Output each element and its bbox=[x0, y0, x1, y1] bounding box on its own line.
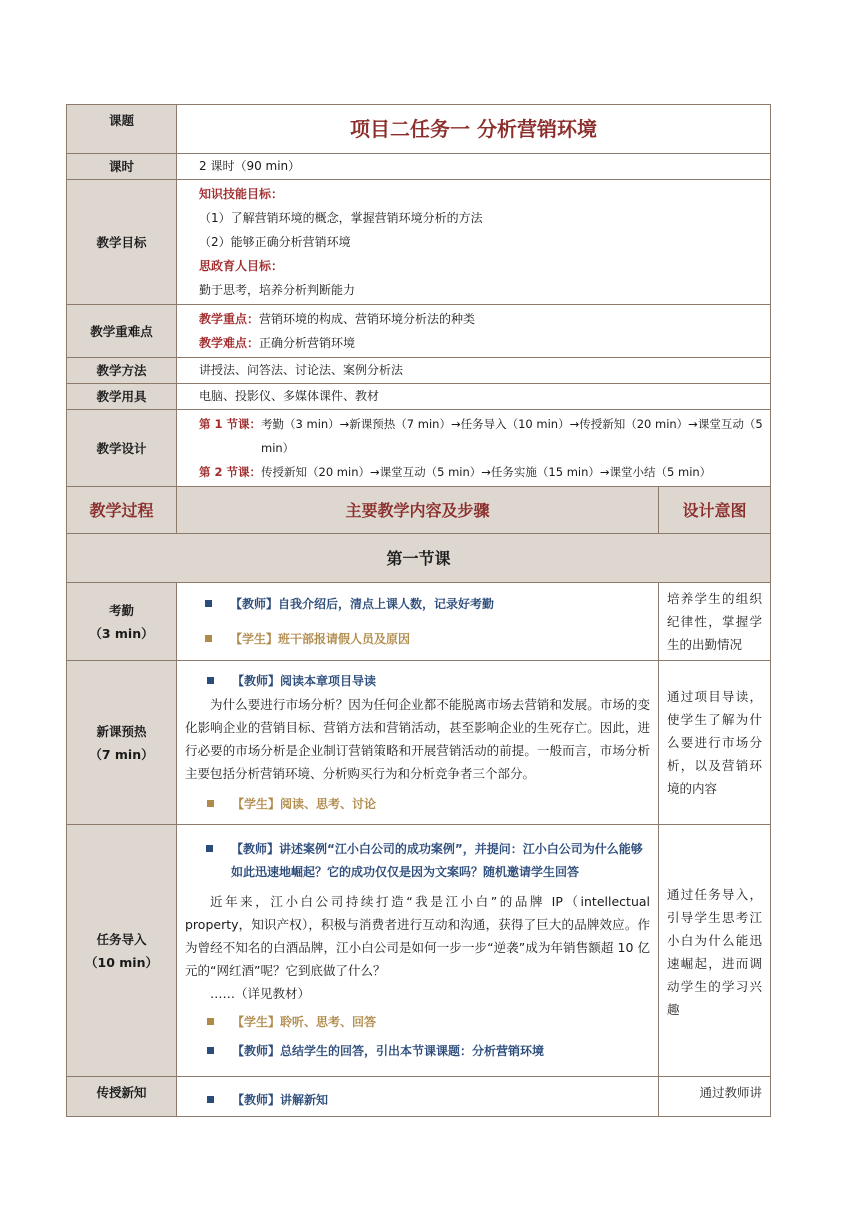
tools-value: 电脑、投影仪、多媒体课件、教材 bbox=[177, 384, 771, 410]
ideology-text: 勤于思考，培养分析判断能力 bbox=[199, 283, 356, 297]
hours-label: 课时 bbox=[67, 154, 177, 180]
objectives-content bbox=[177, 180, 771, 305]
warmup-content bbox=[177, 661, 659, 825]
lesson-title: 项目二任务一 分析营销环境 bbox=[177, 105, 771, 154]
attendance-student: 【学生】班干部报请假人员及原因 bbox=[230, 631, 411, 646]
new-knowledge-intent: 通过教师讲 bbox=[659, 1077, 771, 1117]
methods-label: 教学方法 bbox=[67, 358, 177, 384]
process-header-col2: 主要教学内容及步骤 bbox=[177, 487, 659, 534]
attendance-label-cell bbox=[67, 583, 177, 661]
task-intro-row bbox=[67, 825, 771, 1077]
task-intro-duration: （10 min） bbox=[85, 954, 158, 970]
process-header-col3: 设计意图 bbox=[659, 487, 771, 534]
methods-value: 讲授法、问答法、讨论法、案例分析法 bbox=[177, 358, 771, 384]
key-label: 教学重点： bbox=[199, 312, 260, 326]
task-intro-student: 【学生】聆听、思考、回答 bbox=[232, 1015, 377, 1029]
student-bullet-icon bbox=[207, 1018, 214, 1025]
teacher-bullet-icon bbox=[207, 1047, 214, 1054]
lesson-plan-table bbox=[66, 104, 771, 1117]
key-points-label: 教学重难点 bbox=[67, 305, 177, 358]
task-intro-more: ……（详见教材） bbox=[210, 986, 311, 1001]
attendance-intent: 培养学生的组织纪律性，掌握学生的出勤情况 bbox=[659, 583, 771, 661]
task-intro-teacher2: 【教师】总结学生的回答，引出本节课课题：分析营销环境 bbox=[232, 1044, 545, 1058]
attendance-label: 考勤 bbox=[108, 602, 134, 618]
section-title: 第一节课 bbox=[67, 534, 771, 583]
warmup-teacher: 【教师】阅读本章项目导读 bbox=[232, 673, 377, 688]
objectives-label: 教学目标 bbox=[67, 180, 177, 305]
title-row bbox=[67, 105, 771, 154]
task-intro-paragraph: 近年来，江小白公司持续打造“我是江小白”的品牌 IP（intellectual property，知识产权），积极与消费者进行互动和沟通，获得了巨大的品牌效应。作为曾经不知名的白酒品牌，江小白公司是如何一步一步“逆袭”成为年销售额超 10 亿元的“网红酒”呢？它到底做了什么？ bbox=[185, 894, 650, 978]
new-knowledge-label: 传授新知 bbox=[67, 1077, 177, 1117]
task-intro-content bbox=[177, 825, 659, 1077]
task-intro-intent: 通过任务导入，引导学生思考江小白为什么能迅速崛起，进而调动学生的学习兴趣 bbox=[659, 825, 771, 1077]
knowledge-heading: 知识技能目标： bbox=[199, 187, 284, 201]
tools-row bbox=[67, 384, 771, 410]
hours-value: 2 课时（90 min） bbox=[177, 154, 771, 180]
tools-label: 教学用具 bbox=[67, 384, 177, 410]
attendance-teacher: 【教师】自我介绍后，清点上课人数，记录好考勤 bbox=[230, 596, 495, 611]
warmup-intent: 通过项目导读，使学生了解为什么要进行市场分析，以及营销环境的内容 bbox=[659, 661, 771, 825]
teacher-bullet-icon bbox=[205, 600, 212, 607]
student-bullet-icon bbox=[205, 635, 212, 642]
key-points-content bbox=[177, 305, 771, 358]
new-knowledge-teacher: 【教师】讲解新知 bbox=[232, 1093, 329, 1107]
warmup-label-cell bbox=[67, 661, 177, 825]
student-bullet-icon bbox=[207, 800, 214, 807]
design-label: 教学设计 bbox=[67, 410, 177, 487]
warmup-student: 【学生】阅读、思考、讨论 bbox=[232, 796, 377, 811]
objective-item-1: （1）了解营销环境的概念，掌握营销环境分析的方法 bbox=[199, 211, 483, 225]
lesson1-text: 考勤（3 min）→新课预热（7 min）→任务导入（10 min）→传授新知（20 min）→课堂互动（5 min） bbox=[261, 417, 763, 455]
design-row bbox=[67, 410, 771, 487]
lesson2-text: 传授新知（20 min）→课堂互动（5 min）→任务实施（15 min）→课堂小结（5 min） bbox=[261, 465, 712, 479]
teacher-bullet-icon bbox=[207, 1096, 214, 1103]
task-intro-label: 任务导入 bbox=[96, 931, 147, 947]
task-intro-label-cell bbox=[67, 825, 177, 1077]
attendance-content bbox=[177, 583, 659, 661]
objective-item-2: （2）能够正确分析营销环境 bbox=[199, 235, 351, 249]
new-knowledge-content bbox=[177, 1077, 659, 1117]
new-knowledge-row bbox=[67, 1077, 771, 1117]
teacher-bullet-icon bbox=[206, 845, 213, 852]
warmup-row bbox=[67, 661, 771, 825]
lesson1-label: 第 1 节课： bbox=[199, 417, 262, 431]
difficulty-label: 教学难点： bbox=[199, 336, 260, 350]
difficulty-text: 正确分析营销环境 bbox=[259, 336, 356, 350]
design-content bbox=[177, 410, 771, 487]
process-header-col1: 教学过程 bbox=[67, 487, 177, 534]
task-intro-teacher1: 【教师】讲述案例“江小白公司的成功案例”，并提问：江小白公司为什么能够如此迅速地崛起？它的成功仅仅是因为文案吗？随机邀请学生回答 bbox=[231, 842, 643, 879]
warmup-paragraph: 为什么要进行市场分析？因为任何企业都不能脱离市场去营销和发展。市场的变化影响企业的营销目标、营销方法和营销活动，甚至影响企业的生死存亡。因此，进行必要的市场分析是企业制订营销策略和开展营销活动的前提。一般而言，市场分析主要包括分析营销环境、分析购买行为和分析竞争者三个部分。 bbox=[185, 696, 650, 781]
objectives-row bbox=[67, 180, 771, 305]
key-text: 营销环境的构成、营销环境分析法的种类 bbox=[259, 312, 476, 326]
teacher-bullet-icon bbox=[207, 677, 214, 684]
section-row bbox=[67, 534, 771, 583]
attendance-row bbox=[67, 583, 771, 661]
ideology-heading: 思政育人目标： bbox=[199, 259, 284, 273]
process-header-row bbox=[67, 487, 771, 534]
lesson-plan-sheet bbox=[66, 104, 770, 1117]
key-points-row bbox=[67, 305, 771, 358]
warmup-label: 新课预热 bbox=[96, 723, 147, 739]
hours-row bbox=[67, 154, 771, 180]
lesson-title-label: 课题 bbox=[67, 105, 177, 154]
attendance-duration: （3 min） bbox=[89, 625, 154, 641]
methods-row bbox=[67, 358, 771, 384]
warmup-duration: （7 min） bbox=[89, 746, 154, 762]
lesson2-label: 第 2 节课： bbox=[199, 465, 262, 479]
